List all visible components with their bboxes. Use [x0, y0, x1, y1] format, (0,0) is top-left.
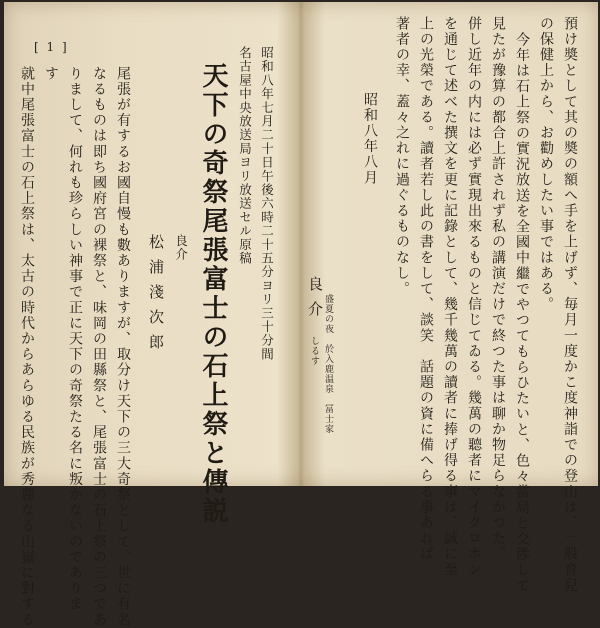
page-number: [ 1 ]	[34, 40, 69, 54]
page-title: 天下の奇祭尾張富士の石上祭と傳説	[198, 62, 228, 526]
right-page	[301, 2, 598, 594]
body-line-r4: 見たが豫算の都合上許されず私の講演だけで終つた事は聊か物足らなかつた。	[490, 16, 506, 562]
body-line-5: 就中尾張富士の石上祭は、太古の時代からあらゆる民族が秀麗なる山嶽に對する	[19, 66, 35, 628]
body-line-3: りまして、何れも珍らしい神事で正に天下の奇祭たる名に叛かないのでありま	[67, 66, 83, 612]
body-line-r6: を通じて述べた撰文を更に記錄として、幾千幾萬の讀者に捧げ得る事は、誠に至	[442, 16, 458, 578]
signature-sub: しるす	[309, 336, 319, 366]
body-line-1: 尾張が有するお國自慢も數ありますが、取分け天下の三大奇祭として、世に有名	[115, 66, 131, 628]
body-line-r5: 併し近年の内には必ず實現出來るものと信じてゐる。幾萬の聽者にマイクロホン	[466, 16, 482, 578]
author-prefix: 良介	[173, 234, 189, 262]
body-line-r8: 著者の幸、蓋々之れに過ぐるものなし。	[394, 16, 410, 297]
left-page	[4, 2, 301, 628]
broadcast-station-line: 名古屋中央放送局ヨリ放送セル原稿	[237, 46, 253, 266]
author-name: 松浦淺次郎	[147, 234, 165, 359]
signature-name: 良介	[306, 276, 324, 326]
body-line-4: す	[43, 66, 59, 82]
book-spread	[4, 2, 598, 628]
date-line: 昭和八年八月	[362, 92, 378, 186]
body-line-r3: 今年は石上祭の實況放送を全國中繼でやつてもらひたいと、色々當局と交渉して	[514, 32, 530, 594]
body-line-r7: 上の光榮である。讀者若し此の書をして、談笑 話題の資に備へらる事あれば	[418, 16, 434, 562]
body-line-r2: の保健上から、お勸めしたい事ではある。	[538, 16, 554, 313]
body-line-r1: 預け奬として其の奬の額へ手を上げず、毎月一度かこ度神詣での登山は、一般育兒	[562, 16, 578, 594]
signature-note: 盛夏の夜 於入鹿温泉 冨士家	[323, 294, 333, 434]
body-line-2: なるものは即ち國府宮の裸祭と、味岡の田縣祭と、尾張富士の石上祭の三つであ	[91, 66, 107, 628]
broadcast-time-line: 昭和八年七月二十日午後六時二十五分ヨリ三十分間	[259, 46, 275, 362]
